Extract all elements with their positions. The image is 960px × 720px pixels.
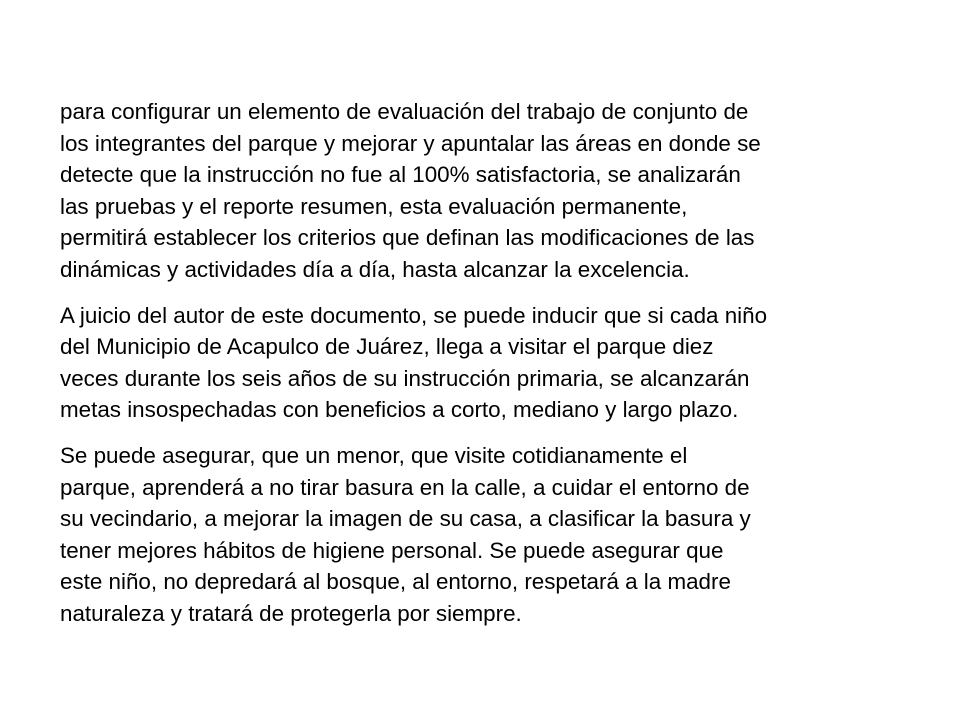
text-line: parque, aprenderá a no tirar basura en la calle, a cuidar el entorno de (60, 474, 750, 500)
text-line: detecte que la instrucción no fue al 100% satisfactoria, se analizarán (60, 162, 741, 188)
text-line: las pruebas y el reporte resumen, esta evaluación permanente, (60, 193, 688, 219)
text-line: del Municipio de Acapulco de Juárez, llega a visitar el parque diez (60, 334, 714, 360)
paragraph-1 (60, 96, 920, 286)
text-line: permitirá establecer los criterios que definan las modificaciones de las (60, 225, 755, 251)
paragraph-2 (60, 300, 920, 426)
text-line: tener mejores hábitos de higiene personal. Se puede asegurar que (60, 537, 724, 563)
body-text (60, 96, 920, 644)
paragraph-3 (60, 440, 920, 630)
text-line: este niño, no depredará al bosque, al entorno, respetará a la madre (60, 569, 731, 595)
text-line: A juicio del autor de este documento, se puede inducir que si cada niño (60, 302, 768, 328)
text-line: Se puede asegurar, que un menor, que visite cotidianamente el (60, 442, 688, 468)
text-line: metas insospechadas con beneficios a corto, mediano y largo plazo. (60, 397, 739, 423)
text-line: su vecindario, a mejorar la imagen de su casa, a clasificar la basura y (60, 506, 751, 532)
text-line: los integrantes del parque y mejorar y apuntalar las áreas en donde se (60, 130, 761, 156)
text-line: naturaleza y tratará de protegerla por siempre. (60, 600, 522, 626)
text-line: veces durante los seis años de su instrucción primaria, se alcanzarán (60, 365, 750, 391)
text-line: dinámicas y actividades día a día, hasta alcanzar la excelencia. (60, 256, 690, 282)
text-line: para configurar un elemento de evaluación del trabajo de conjunto de (60, 99, 749, 124)
